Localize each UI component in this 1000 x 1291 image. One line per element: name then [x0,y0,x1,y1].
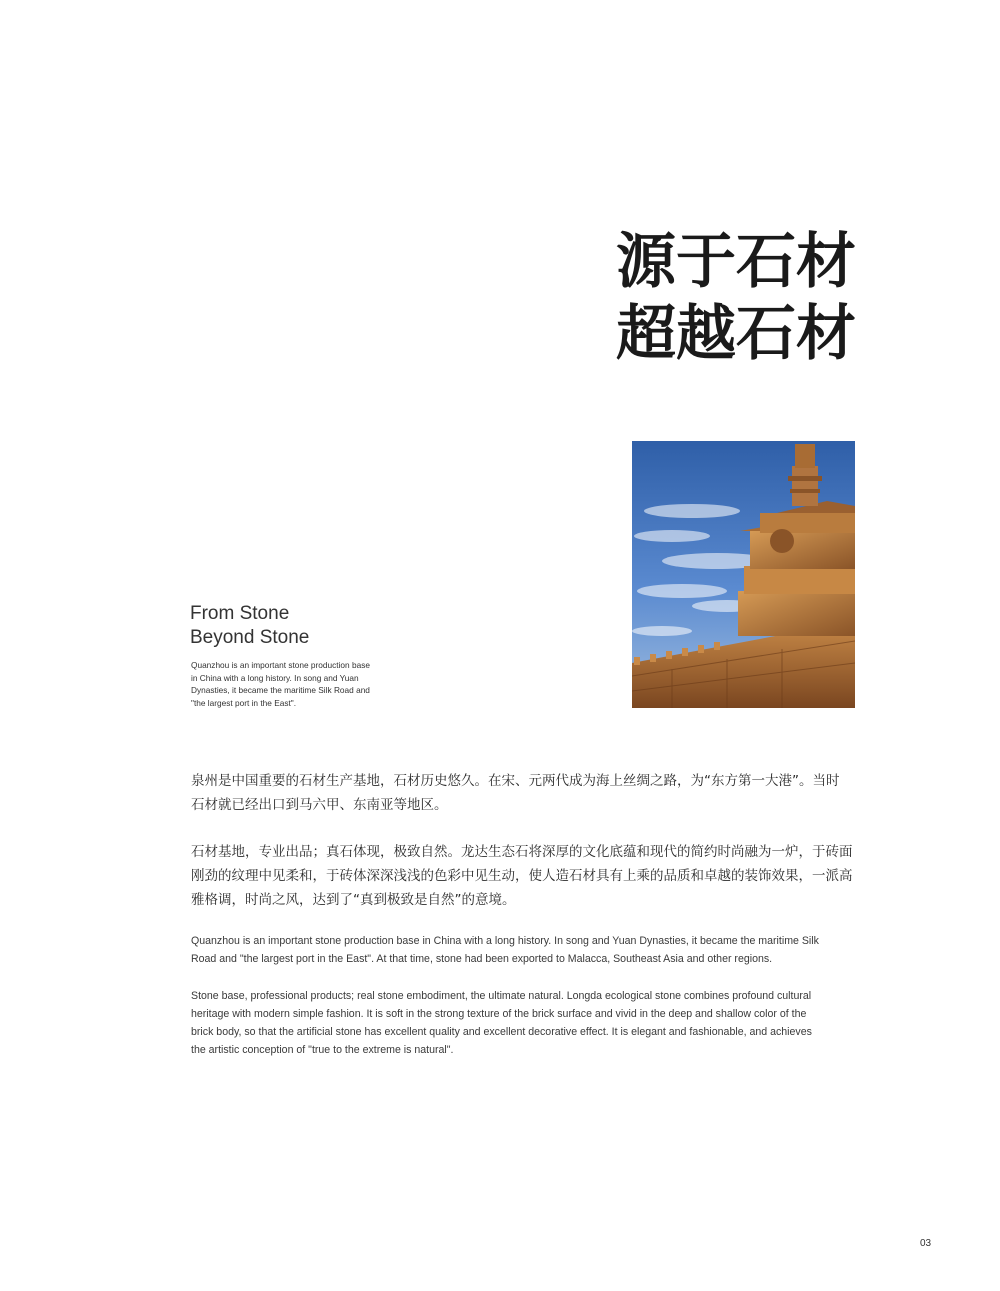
chinese-paragraph-2-line-3: 雅格调，时尚之风，达到了“真到极致是自然”的意境。 [191,892,516,908]
page-number: 03 [920,1238,932,1249]
english-paragraph-2 [191,987,859,1059]
chinese-paragraph-1 [191,769,857,817]
english-paragraph-1-line-1: Quanzhou is an important stone production base in China with a long history. In song and Yuan Dynasties, it became the maritime Silk [191,935,819,947]
english-intro-line-1: Quanzhou is an important stone production base [191,660,370,670]
english-paragraph-2-line-1: Stone base, professional products; real stone embodiment, the ultimate natural. Longda ecological stone combines profound cultural [191,990,812,1002]
english-title [190,602,430,650]
headline-line-2: 超越石材 [616,299,856,369]
english-paragraph-2-line-3: brick body, so that the artificial stone has excellent quality and excellent decorative effect. It is elegant and fashionable, and achieves [191,1026,812,1038]
english-intro-line-2: in China with a long history. In song and Yuan [191,672,359,683]
english-paragraph-1 [191,932,859,968]
stone-pagoda-photo [632,441,855,708]
chinese-paragraph-2 [191,840,857,912]
english-paragraph-2-line-4: the artistic conception of "true to the extreme is natural". [191,1044,454,1056]
english-title-line-2: Beyond Stone [190,627,310,648]
chinese-paragraph-2-line-1: 石材基地，专业出品；真石体现，极致自然。龙达生态石将深厚的文化底蕴和现代的简约时尚融为一炉，于砖面 [191,844,853,860]
page-headline [560,226,856,370]
chinese-paragraph-2-line-2: 刚劲的纹理中见柔和，于砖体深深浅浅的色彩中见生动，使人造石材具有上乘的品质和卓越的装饰效果，一派高 [191,868,853,884]
english-paragraph-2-line-2: heritage with modern simple fashion. It is soft in the strong texture of the brick surface and vivid in the deep and shallow color of the [191,1008,807,1020]
english-title-line-1: From Stone [190,603,290,624]
headline-line-1: 源于石材 [616,227,856,297]
english-intro-line-4: "the largest port in the East". [191,697,297,708]
chinese-paragraph-1-line-2: 石材就已经出口到马六甲、东南亚等地区。 [191,797,448,813]
chinese-paragraph-1-line-1: 泉州是中国重要的石材生产基地，石材历史悠久。在宋、元两代成为海上丝绸之路，为“东方第一大港”。当时 [191,773,840,789]
english-paragraph-1-line-2: Road and "the largest port in the East". At that time, stone had been exported to Malacca, Southeast Asia and other regions. [191,953,773,965]
english-intro-line-3: Dynasties, it became the maritime Silk Road and [191,685,370,695]
english-intro [191,659,371,709]
